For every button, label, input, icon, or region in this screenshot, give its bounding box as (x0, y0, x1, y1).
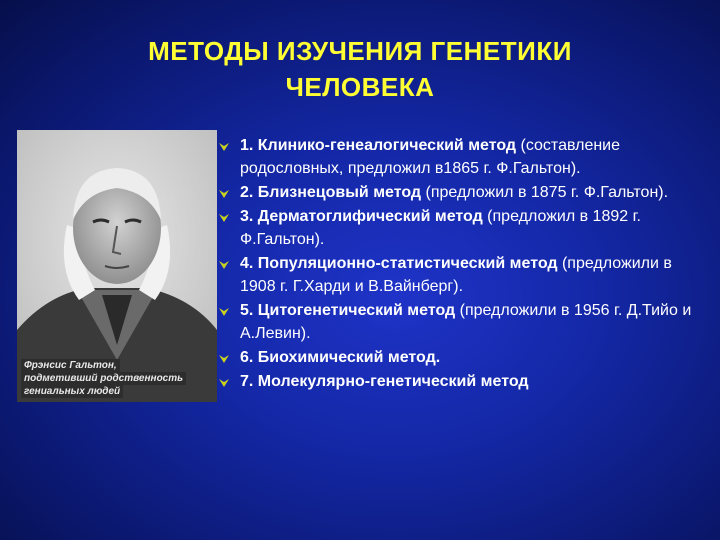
method-name: 1. Клинико-генеалогический метод (240, 137, 517, 154)
checkmark-bullet-icon (218, 305, 230, 317)
method-item (218, 252, 708, 298)
portrait-caption (17, 359, 217, 398)
method-detail: (составление родословных, предложил в1865 г. Ф.Гальтон). (240, 137, 621, 177)
checkmark-bullet-icon (218, 376, 230, 388)
method-item (218, 134, 708, 180)
method-detail: (предложил в 1875 г. Ф.Гальтон). (421, 184, 669, 201)
method-item (218, 299, 708, 345)
caption-line3: гениальных людей (21, 385, 123, 398)
method-item (218, 205, 708, 251)
caption-line1: Фрэнсис Гальтон, (21, 359, 120, 372)
method-name: 3. Дерматоглифический метод (240, 208, 483, 225)
checkmark-bullet-icon (218, 258, 230, 270)
slide-title-line1: МЕТОДЫ ИЗУЧЕНИЯ ГЕНЕТИКИ (148, 36, 572, 66)
checkmark-bullet-icon (218, 140, 230, 152)
method-name: 7. Молекулярно-генетический метод (240, 373, 529, 390)
checkmark-bullet-icon (218, 211, 230, 223)
slide-title-line2: ЧЕЛОВЕКА (285, 72, 435, 102)
method-name: 6. Биохимический метод. (240, 349, 441, 366)
methods-list (218, 134, 708, 394)
caption-line2: подметивший родственность (21, 372, 186, 385)
method-item (218, 346, 708, 369)
galton-portrait (17, 130, 217, 402)
method-name: 5. Цитогенетический метод (240, 302, 456, 319)
checkmark-bullet-icon (218, 187, 230, 199)
checkmark-bullet-icon (218, 352, 230, 364)
method-detail: (предложил в 1892 г. Ф.Гальтон). (240, 208, 641, 248)
slide-title (0, 33, 720, 105)
method-detail: (предложили в 1956 г. Д.Тийо и А.Левин). (240, 302, 692, 342)
method-name: 4. Популяционно-статистический метод (240, 255, 558, 272)
method-name: 2. Близнецовый метод (240, 184, 422, 201)
method-item (218, 181, 708, 204)
method-item (218, 370, 708, 393)
method-detail: (предложили в 1908 г. Г.Харди и В.Вайнберг). (240, 255, 672, 295)
